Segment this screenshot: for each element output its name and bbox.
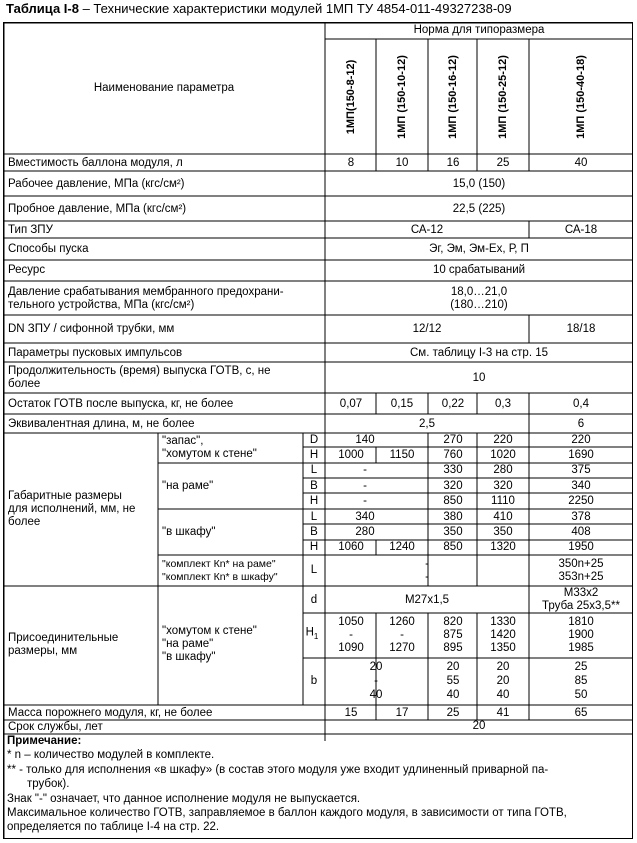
conn-value: М27х1,5 xyxy=(404,593,450,606)
equiv-length-value: 2,5 xyxy=(419,417,435,430)
model-header-5: 1МП (150-40-18) xyxy=(575,55,587,139)
dim-value: 220 xyxy=(493,433,513,446)
membrane-value: (180…210) xyxy=(450,298,508,311)
capacity-value: 10 xyxy=(395,156,409,169)
conn-value: 1350 xyxy=(490,641,516,654)
impulses-value: См. таблицу I-3 на стр. 15 xyxy=(409,346,549,359)
dim-value: 1110 xyxy=(491,494,515,507)
conn-value: 55 xyxy=(446,674,460,687)
test-pressure-label: Пробное давление, МПа (кгс/см²) xyxy=(8,202,187,215)
duration-value: 10 xyxy=(472,371,486,384)
dim-value: - xyxy=(363,463,367,476)
dim-value: 378 xyxy=(571,510,591,523)
conn-value: 895 xyxy=(443,641,463,654)
conn-variant: "на раме" xyxy=(162,637,214,650)
dims-label: для исполнений, мм, не xyxy=(8,502,136,515)
dim-value: 280 xyxy=(355,525,375,538)
dim-value: 340 xyxy=(571,479,591,492)
residue-value: 0,3 xyxy=(495,397,511,410)
conn-value: 40 xyxy=(496,688,510,701)
conn-value: - xyxy=(374,674,378,687)
duration-label: Продолжительность (время) выпуска ГОТВ, с, не xyxy=(8,364,271,377)
mass-value: 65 xyxy=(574,706,588,719)
dim-value: 1060 xyxy=(338,540,364,553)
capacity-label: Вместимость баллона модуля, л xyxy=(8,156,183,169)
mass-value: 17 xyxy=(395,706,409,719)
zpu-type-value: СА-18 xyxy=(564,223,598,236)
capacity-value: 40 xyxy=(574,156,588,169)
dn-value: 12/12 xyxy=(412,322,442,335)
conn-value: 20 xyxy=(496,660,510,673)
test-pressure-value: 22,5 (225) xyxy=(452,202,506,215)
capacity-value: 16 xyxy=(446,156,460,169)
dim-value: 410 xyxy=(493,510,513,523)
dims-label: Габаритные размеры xyxy=(8,489,122,502)
dim-code: D xyxy=(309,433,319,446)
spec-table xyxy=(3,22,633,839)
dim-value: 330 xyxy=(443,463,463,476)
resource-value: 10 срабатываний xyxy=(432,263,526,276)
param-name-header: Наименование параметра xyxy=(93,81,235,94)
dim-value: 1000 xyxy=(338,448,364,461)
conn-value: 85 xyxy=(574,674,588,687)
conn-value: Труба 25х3,5** xyxy=(542,599,620,612)
dim-code: H xyxy=(309,494,319,507)
dim-value: 2250 xyxy=(568,494,594,507)
variant-zapas: "хомутом к стене" xyxy=(162,447,257,460)
start-methods-label: Способы пуска xyxy=(8,242,89,255)
dim-value: 140 xyxy=(355,433,375,446)
dims-label: более xyxy=(8,515,41,528)
conn-value: 1985 xyxy=(568,641,594,654)
dim-value: - xyxy=(363,479,367,492)
conn-value: 1420 xyxy=(490,628,516,641)
duration-label: более xyxy=(8,377,41,390)
dim-code: H xyxy=(309,540,319,553)
dim-value: 1320 xyxy=(490,540,516,553)
note-line: Знак "-" означает, что данное исполнение модуля не выпускается. xyxy=(7,793,361,805)
dim-value: 375 xyxy=(571,463,591,476)
residue-label: Остаток ГОТВ после выпуска, кг, не более xyxy=(8,397,234,410)
variant-kit: "комплект Кn* на раме" xyxy=(162,557,276,570)
residue-value: 0,4 xyxy=(573,397,589,410)
residue-value: 0,07 xyxy=(339,397,363,410)
model-header-4: 1МП (150-25-12) xyxy=(497,55,509,139)
start-methods-value: Эг, Эм, Эм-Ех, Р, П xyxy=(429,242,529,255)
membrane-label: Давление срабатывания мембранного предохрани- xyxy=(8,285,284,298)
table-caption xyxy=(6,1,512,17)
dim-value: 340 xyxy=(355,510,375,523)
conn-code xyxy=(306,627,319,644)
membrane-label: тельного устройства, МПа (кгс/см²) xyxy=(8,298,195,311)
note-line: определяется по таблице I-4 на стр. 22. xyxy=(7,821,220,833)
residue-value: 0,15 xyxy=(390,397,414,410)
notes-title-text: Примечание: xyxy=(7,735,82,747)
note-line: * n – количество модулей в комплекте. xyxy=(7,749,215,761)
conn-value: 820 xyxy=(443,615,463,628)
conn-value: 875 xyxy=(443,628,463,641)
dim-value: 350 xyxy=(493,525,513,538)
conn-code-h: H xyxy=(305,626,314,639)
equiv-length-label: Эквивалентная длина, м, не более xyxy=(8,417,195,430)
dim-value: 350n+25 xyxy=(558,557,604,570)
variant-shkaf: "в шкафу" xyxy=(162,525,216,538)
dim-code: B xyxy=(310,525,318,538)
note-line: ** - только для исполнения «в шкафу» (в состав этого модуля уже входит удлиненный приварной па- xyxy=(7,764,549,776)
dim-value: - xyxy=(425,557,429,570)
dim-code: H xyxy=(309,448,319,461)
dim-value: 1020 xyxy=(490,448,516,461)
conn-label: размеры, мм xyxy=(8,644,78,657)
dim-value: 1240 xyxy=(389,540,415,553)
conn-value: 20 xyxy=(369,660,383,673)
conn-code: d xyxy=(310,593,318,606)
dim-code: B xyxy=(310,479,318,492)
conn-label: Присоединительные xyxy=(8,631,119,644)
norm-header: Норма для типоразмера xyxy=(413,23,545,36)
note-line: трубок). xyxy=(27,778,70,790)
dim-value: 320 xyxy=(443,479,463,492)
dn-label: DN ЗПУ / сифонной трубки, мм xyxy=(8,322,175,335)
residue-value: 0,22 xyxy=(441,397,465,410)
capacity-value: 8 xyxy=(347,156,355,169)
dim-value: 1690 xyxy=(568,448,594,461)
conn-value: 20 xyxy=(446,660,460,673)
variant-rama: "на раме" xyxy=(162,479,214,492)
conn-value: 1330 xyxy=(490,615,516,628)
conn-value: 1900 xyxy=(568,628,594,641)
variant-kit: "комплект Кn* в шкафу" xyxy=(162,570,278,583)
conn-value: 1260 xyxy=(389,615,415,628)
dim-code: L xyxy=(310,510,318,523)
conn-value: М33х2 xyxy=(563,586,599,599)
dim-value: 320 xyxy=(493,479,513,492)
dim-value: 353n+25 xyxy=(558,570,604,583)
conn-value: - xyxy=(349,628,353,641)
mass-label: Масса порожнего модуля, кг, не более xyxy=(8,706,213,719)
zpu-type-value: СА-12 xyxy=(410,223,444,236)
dim-value: 850 xyxy=(443,494,463,507)
zpu-type-label: Тип ЗПУ xyxy=(8,223,53,236)
life-label: Срок службы, лет xyxy=(8,720,103,733)
conn-variant: "в шкафу" xyxy=(162,650,216,663)
impulses-label: Параметры пусковых импульсов xyxy=(8,346,183,359)
dim-value: 270 xyxy=(443,433,463,446)
note-line: Максимальное количество ГОТВ, заправляемое в баллон каждого модуля, в зависимости от типа ГОТВ, xyxy=(7,807,567,819)
conn-value: 1270 xyxy=(389,641,415,654)
capacity-value: 25 xyxy=(496,156,510,169)
dim-value: 220 xyxy=(571,433,591,446)
model-header-1: 1МП(150-8-12) xyxy=(345,59,357,135)
conn-value: 20 xyxy=(496,674,510,687)
conn-code-sub: 1 xyxy=(313,631,319,641)
dim-value: - xyxy=(363,494,367,507)
work-pressure-value: 15,0 (150) xyxy=(452,177,506,190)
equiv-length-value: 6 xyxy=(577,417,585,430)
model-header-3: 1МП (150-16-12) xyxy=(447,55,459,139)
conn-value: 50 xyxy=(574,688,588,701)
dim-code: L xyxy=(310,563,318,576)
model-header-2: 1МП (150-10-12) xyxy=(396,55,408,139)
conn-value: 40 xyxy=(446,688,460,701)
dn-value: 18/18 xyxy=(566,322,596,335)
notes-title xyxy=(7,735,81,748)
work-pressure-label: Рабочее давление, МПа (кгс/см²) xyxy=(8,177,185,190)
mass-value: 15 xyxy=(344,706,358,719)
conn-value: 1050 xyxy=(338,615,364,628)
conn-code: b xyxy=(310,674,318,687)
membrane-value: 18,0…21,0 xyxy=(450,285,508,298)
conn-value: 1090 xyxy=(338,641,364,654)
variant-zapas: "запас", xyxy=(162,434,204,447)
conn-value: - xyxy=(400,628,404,641)
dim-value: 280 xyxy=(493,463,513,476)
caption-text: – Технические характеристики модулей 1МП ТУ 4854-011-49327238-09 xyxy=(78,1,512,16)
conn-value: 40 xyxy=(369,688,383,701)
dim-value: 760 xyxy=(443,448,463,461)
conn-value: 1810 xyxy=(568,615,594,628)
caption-label: Таблица I-8 xyxy=(6,1,79,16)
dim-value: 1950 xyxy=(568,540,594,553)
conn-variant: "хомутом к стене" xyxy=(162,624,257,637)
dim-value: 350 xyxy=(443,525,463,538)
dim-value: 380 xyxy=(443,510,463,523)
dim-value: - xyxy=(425,570,429,583)
dim-code: L xyxy=(310,463,318,476)
resource-label: Ресурс xyxy=(8,263,46,276)
mass-value: 25 xyxy=(446,706,460,719)
life-value: 20 xyxy=(472,719,486,732)
dim-value: 850 xyxy=(443,540,463,553)
dim-value: 1150 xyxy=(389,448,415,461)
conn-value: 25 xyxy=(574,660,588,673)
mass-value: 41 xyxy=(496,706,510,719)
dim-value: 408 xyxy=(571,525,591,538)
